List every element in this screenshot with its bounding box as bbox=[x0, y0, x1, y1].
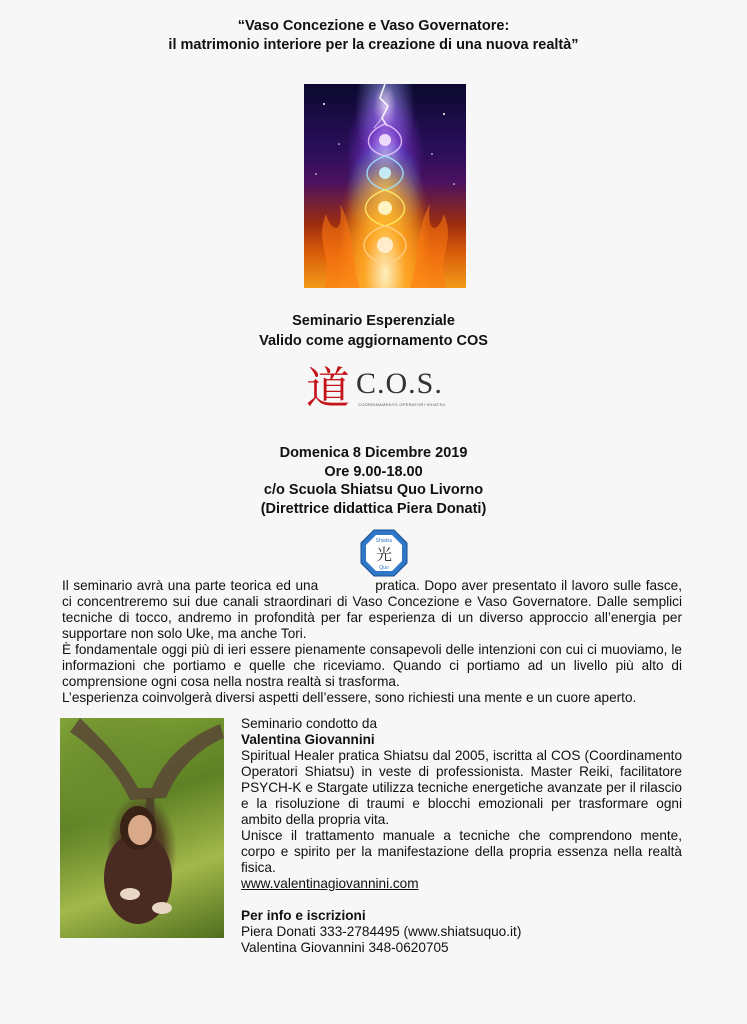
flyer-title bbox=[0, 17, 747, 55]
cos-kanji-mark: 道 bbox=[306, 363, 350, 414]
event-date: Domenica 8 Dicembre 2019 bbox=[279, 445, 468, 461]
description-p1-start: Il seminario avrà una parte teorica ed una bbox=[62, 578, 319, 593]
title-line-1: “Vaso Concezione e Vaso Governatore: bbox=[237, 18, 510, 34]
octagon-badge-icon bbox=[360, 529, 408, 577]
instructor-bio-paragraph-2: Unisce il trattamento manuale a tecniche che comprendono mente, corpo e spirito per la manifestazione della propria essenza nella realtà fisica. bbox=[241, 828, 682, 875]
instructor-bio-paragraph-1: Spiritual Healer pratica Shiatsu dal 2005, iscritta al COS (Coordinamento Operatori Shiatsu) in veste di professionista. Master Reiki, facilitatore PSYCH-K e Stargate utilizza tecniche energetiche avanzate per il rilascio e la risoluzione di traumi e blocchi emozionali per trasformare ogni ambito della propria vita. bbox=[241, 748, 682, 827]
badge-top-text: Shiatsu bbox=[375, 538, 393, 544]
instructor-name: Valentina Giovannini bbox=[241, 732, 375, 747]
seminar-validity: Valido come aggiornamento COS bbox=[259, 333, 488, 349]
school-logo-badge bbox=[360, 529, 408, 577]
instructor-lead: Seminario condotto da bbox=[241, 716, 378, 731]
cos-logo-subtext: COORDINAMENTO OPERATORI SHIATSU bbox=[358, 402, 446, 407]
description-p1-end: pratica. Dopo aver presentato il lavoro sulle fasce, ci concentreremo sui due canali straordinari di Vaso Concezione e Vaso Governatore. Dalle semplici tecniche di tocco, andremo in profondità per far esperienza di un diverso approccio all’energia per supportare non solo Uke, ma anche Tori. bbox=[62, 578, 682, 641]
instructor-bio bbox=[241, 748, 682, 876]
event-director: (Direttrice didattica Piera Donati) bbox=[260, 500, 487, 517]
contact-line-1: Piera Donati 333-2784495 (www.shiatsuquo.it) bbox=[241, 924, 522, 939]
seminar-description bbox=[62, 578, 682, 706]
chakra-artwork-graphic bbox=[304, 84, 466, 288]
chakra-artwork-image bbox=[304, 84, 466, 288]
title-line-2: il matrimonio interiore per la creazione di una nuova realtà” bbox=[168, 37, 579, 53]
instructor-photo bbox=[60, 718, 224, 938]
cos-logo-text: C.O.S. bbox=[356, 367, 443, 400]
event-venue: c/o Scuola Shiatsu Quo Livorno bbox=[263, 482, 484, 498]
instructor-section bbox=[241, 716, 682, 956]
instructor-website-link[interactable]: www.valentinagiovannini.com bbox=[241, 876, 419, 891]
seminar-subtitle bbox=[0, 311, 747, 351]
badge-kanji: 光 bbox=[375, 545, 393, 564]
badge-bottom-text: Quo bbox=[379, 565, 389, 571]
instructor-photo-graphic bbox=[60, 718, 224, 938]
description-paragraph-1 bbox=[62, 578, 682, 642]
event-details bbox=[0, 444, 747, 518]
seminar-type: Seminario Esperenziale bbox=[292, 313, 455, 329]
contacts-title: Per info e iscrizioni bbox=[241, 908, 366, 923]
description-paragraph-3: L’esperienza coinvolgerà diversi aspetti dell’essere, sono richiesti una mente e un cuore aperto. bbox=[62, 690, 637, 705]
description-paragraph-2: È fondamentale oggi più di ieri essere pienamente consapevoli delle intenzioni con cui ci muoviamo, le informazioni che portiamo e quelle che riceviamo. Quando ci portiamo ad un livello più alto di comprensione ogni cosa nella nostra realtà si trasforma. bbox=[62, 642, 682, 689]
cos-logo bbox=[306, 364, 456, 414]
contact-line-2: Valentina Giovannini 348-0620705 bbox=[241, 940, 449, 955]
event-hours: Ore 9.00-18.00 bbox=[324, 463, 423, 480]
